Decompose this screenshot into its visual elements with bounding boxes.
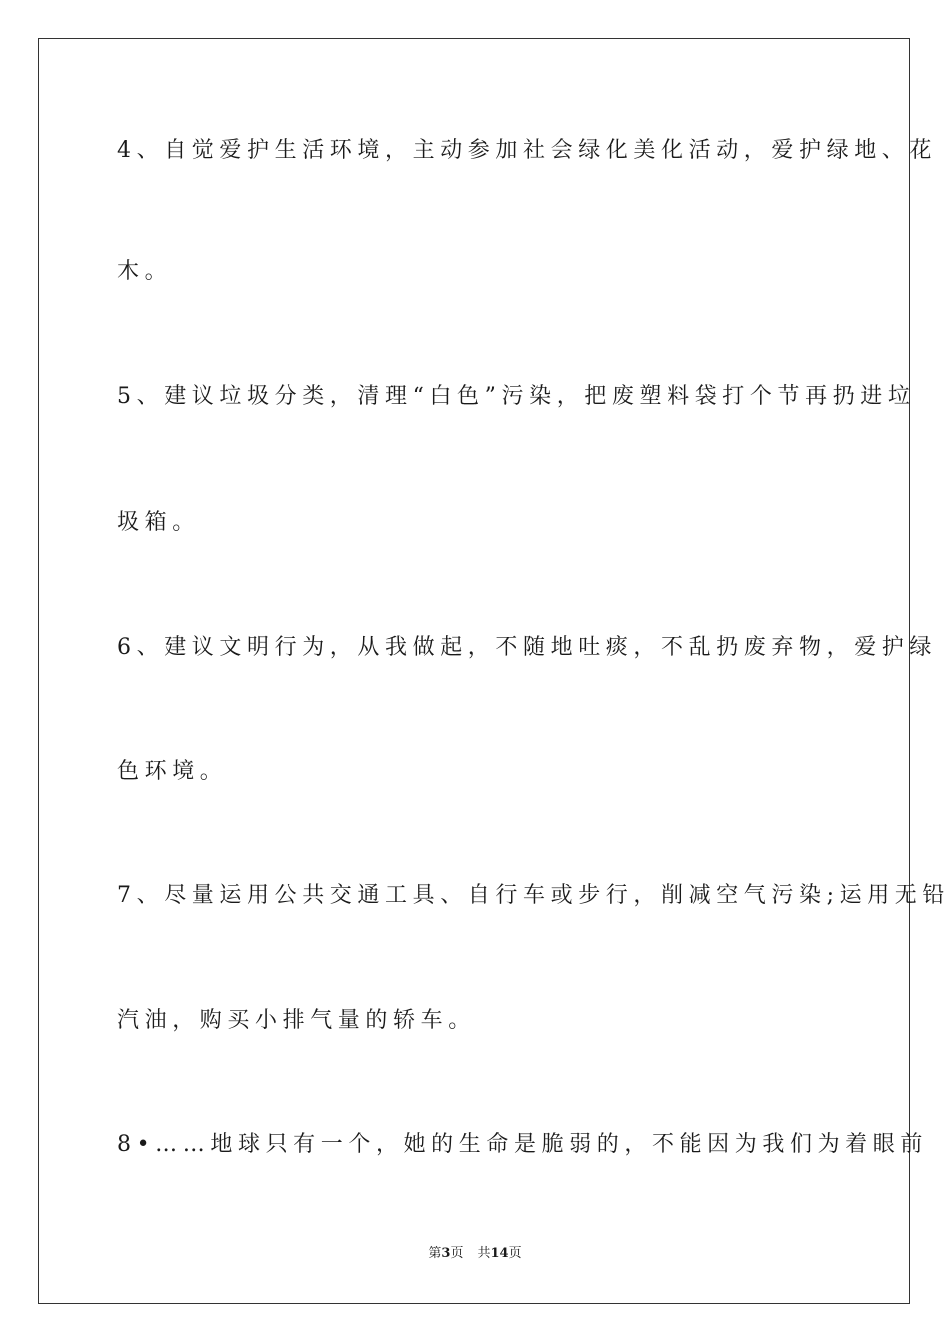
text-line-9: 8•……地球只有一个，她的生命是脆弱的，不能因为我们为着眼前 <box>117 1132 928 1157</box>
text-line-2: 木。 <box>117 259 173 284</box>
text-line-7: 7、尽量运用公共交通工具、自行车或步行，削减空气污染;运用无铅 <box>117 883 950 908</box>
footer-page-number: 3 <box>441 1246 451 1261</box>
footer-total-prefix: 共 <box>477 1246 491 1261</box>
text-line-5: 6、建议文明行为，从我做起，不随地吐痰，不乱扔废弃物，爱护绿 <box>117 635 937 660</box>
footer-page-prefix: 第 <box>428 1246 442 1261</box>
footer-total-suffix: 页 <box>508 1246 522 1261</box>
page-footer <box>0 1245 950 1263</box>
text-line-8: 汽油，购买小排气量的轿车。 <box>117 1008 476 1033</box>
text-line-4: 圾箱。 <box>117 510 200 535</box>
footer-page-suffix: 页 <box>450 1246 464 1261</box>
text-line-1: 4、自觉爱护生活环境，主动参加社会绿化美化活动，爱护绿地、花 <box>117 138 937 163</box>
text-line-3: 5、建议垃圾分类，清理“白色”污染，把废塑料袋打个节再扔进垃 <box>117 384 916 409</box>
text-line-6: 色环境。 <box>117 759 228 784</box>
page-border <box>38 38 950 1304</box>
footer-total-pages: 14 <box>490 1246 509 1261</box>
